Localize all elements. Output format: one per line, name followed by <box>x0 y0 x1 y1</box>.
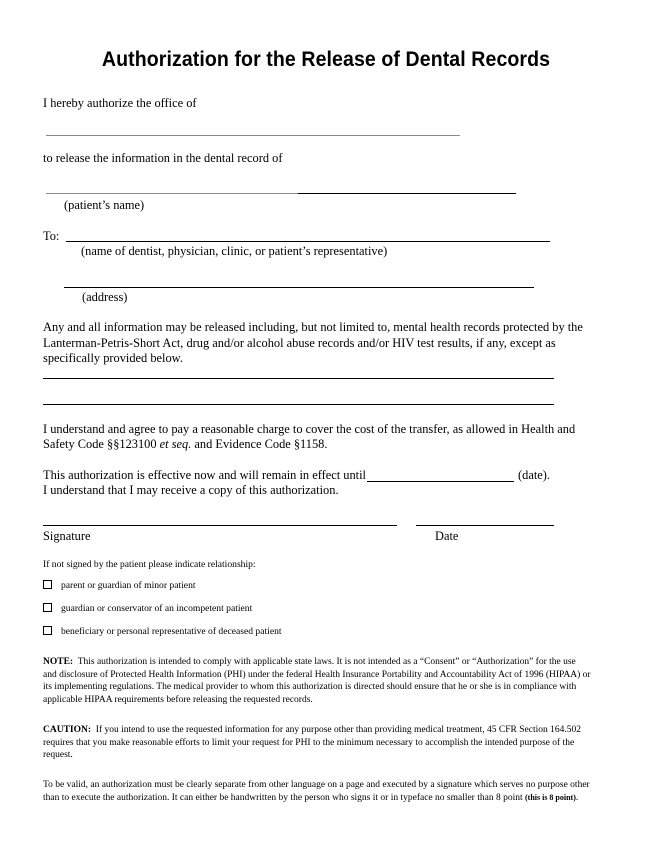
effective-text: This authorization is effective now and will remain in effect until <box>43 468 366 482</box>
recipient-label: (name of dentist, physician, clinic, or patient’s representative) <box>81 244 388 258</box>
address-label: (address) <box>82 290 128 304</box>
exceptions-line-1[interactable] <box>43 378 554 379</box>
patient-name-label: (patient’s name) <box>64 198 145 212</box>
charge-paragraph-line1: I understand and agree to pay a reasonable charge to cover the cost of the transfer, as allowed in Health and <box>43 422 576 436</box>
patient-name-line-part2[interactable] <box>298 193 516 194</box>
signature-line[interactable] <box>43 525 397 526</box>
checkbox-icon[interactable] <box>43 603 52 612</box>
relationship-option[interactable]: beneficiary or personal representative of deceased patient <box>43 626 282 638</box>
relationship-prompt: If not signed by the patient please indicate relationship: <box>43 559 256 570</box>
recipient-name-line[interactable] <box>66 241 550 242</box>
expiration-date-line[interactable] <box>367 481 514 482</box>
note-paragraph: NOTE: This authorization is intended to comply with applicable state laws. It is not intended as a “Consent” or “Authorization” for the use and disclosure of Protected Health Information (PHI) under the federal Health Insurance Portability and Accountability Act of 1996 (HIPAA) or its implementing regulations. The medical provider to whom this authorization is directed should ensure that he or she is in compliance with applicable HIPAA requirements before releasing the requested records. <box>43 657 591 706</box>
patient-name-line-part1[interactable] <box>46 193 298 194</box>
exceptions-line-2[interactable] <box>43 404 554 405</box>
caution-paragraph: CAUTION: If you intend to use the requested information for any purpose other than providing medical treatment, 45 CFR Section 164.502 requires that you make reasonable efforts to limit your request for PHI to the minimum necessary to accomplish the intended purpose of the request. <box>43 725 581 761</box>
relationship-option[interactable]: guardian or conservator of an incompetent patient <box>43 603 252 615</box>
to-label: To: <box>43 229 60 243</box>
signature-label: Signature <box>43 529 91 543</box>
address-line[interactable] <box>64 287 534 288</box>
release-paragraph-line2: Lanterman-Petris-Short Act, drug and/or alcohol abuse records and/or HIV test results, if any, except as <box>43 336 556 350</box>
signature-date-line[interactable] <box>416 525 554 526</box>
copy-text: I understand that I may receive a copy of this authorization. <box>43 483 339 497</box>
release-info-text: to release the information in the dental record of <box>43 151 283 165</box>
page-title: Authorization for the Release of Dental Records <box>101 48 551 71</box>
office-name-line[interactable] <box>46 135 460 136</box>
checkbox-icon[interactable] <box>43 580 52 589</box>
validity-paragraph: To be valid, an authorization must be clearly separate from other language on a page and executed by a signature which serves no purpose other than to execute the authorization. It can either be handwritten by the person who signs it or in typeface no smaller than 8 point (this is 8 point). <box>43 780 590 803</box>
date-label: Date <box>435 529 459 543</box>
release-paragraph-line1: Any and all information may be released including, but not limited to, mental health records protected by the <box>43 320 583 334</box>
relationship-option[interactable]: parent or guardian of minor patient <box>43 580 196 592</box>
checkbox-icon[interactable] <box>43 626 52 635</box>
authorize-office-text: I hereby authorize the office of <box>43 96 197 110</box>
charge-paragraph-line2: Safety Code §§123100 et seq. and Evidence Code §1158. <box>43 437 328 451</box>
release-paragraph-line3: specifically provided below. <box>43 351 183 365</box>
date-paren-label: (date). <box>518 468 550 482</box>
